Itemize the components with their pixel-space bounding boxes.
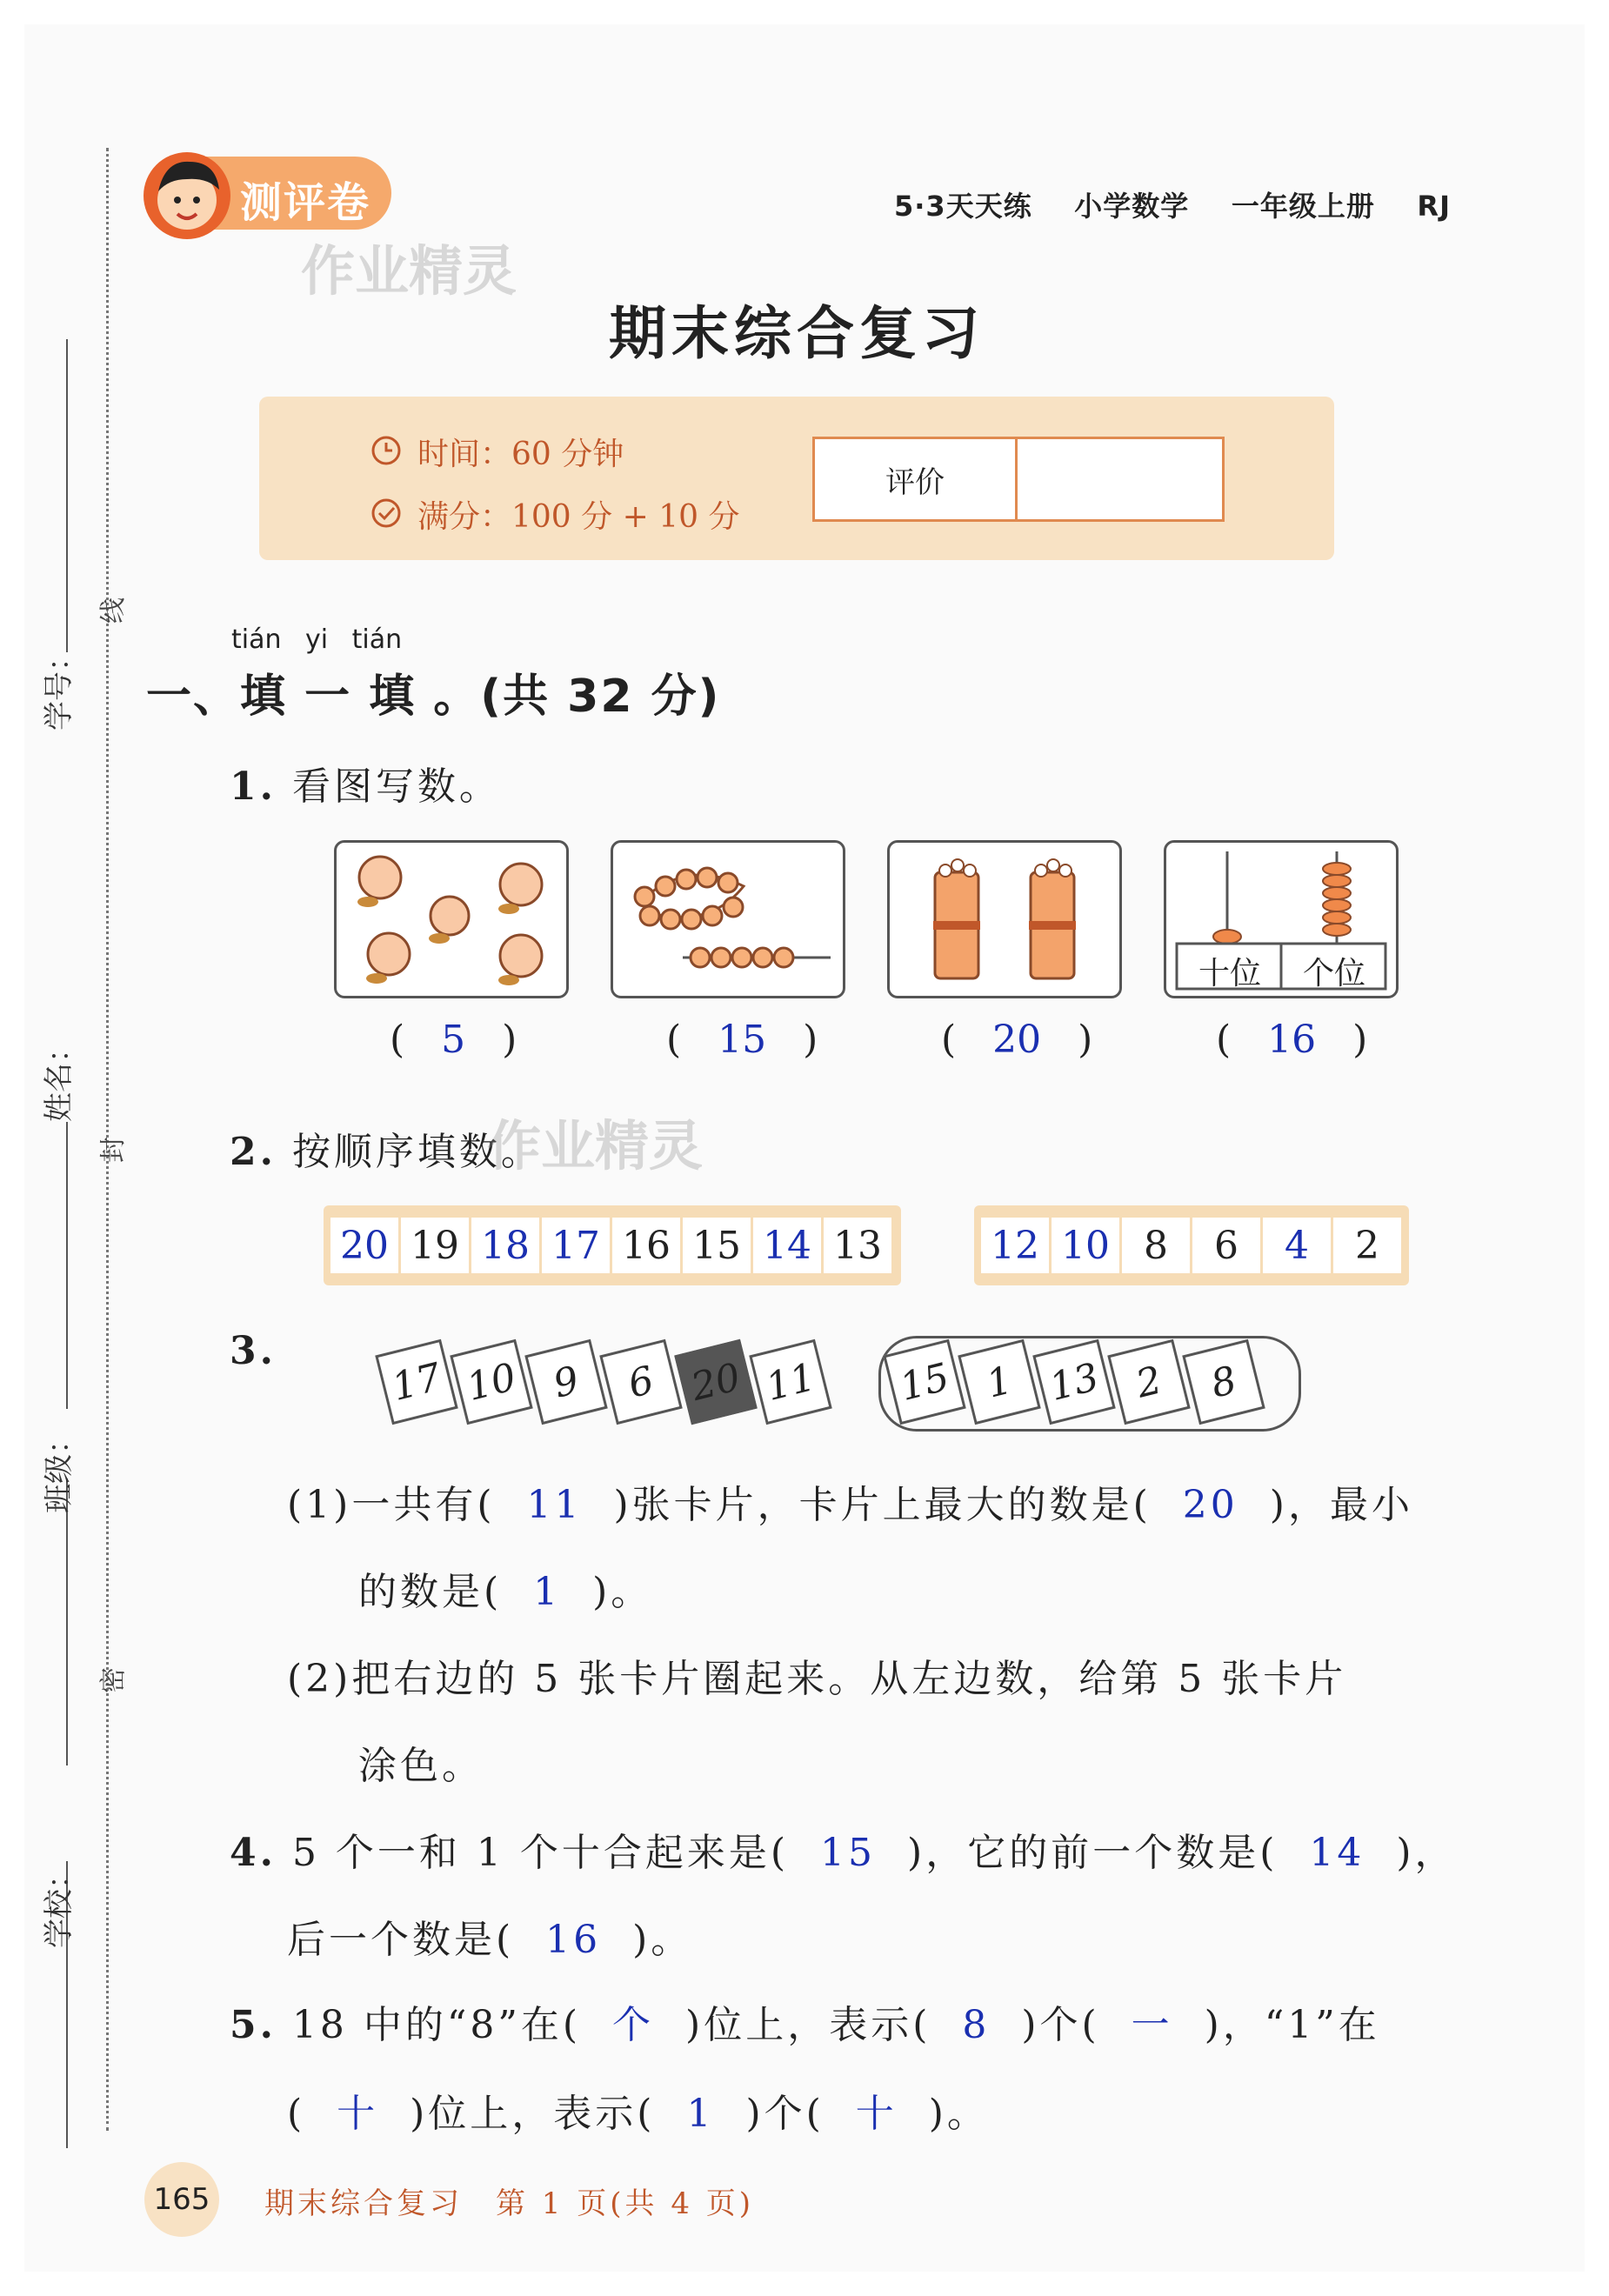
q3-p1-text: )。 — [592, 1570, 653, 1614]
q1-answer-value[interactable]: 15 — [718, 1018, 767, 1062]
badge-label: 测评卷 — [240, 178, 371, 227]
stick-bundles-icon — [890, 843, 1119, 996]
grade: 一年级上册 — [1231, 190, 1375, 223]
class-underline — [66, 1478, 68, 1765]
q5-answer-count2[interactable]: 1 — [686, 2092, 715, 2136]
name-underline — [66, 1122, 68, 1409]
evaluation-label: 评价 — [815, 439, 1018, 519]
peach-icons — [337, 843, 566, 996]
abacus-tens-label: 十位 — [1198, 956, 1261, 991]
q5-answer-unit2[interactable]: 十 — [855, 2092, 898, 2136]
q5-text: 18 中的“8”在( — [291, 2003, 582, 2047]
number-card: 1 — [958, 1339, 1041, 1425]
strip1-cell[interactable]: 17 — [542, 1218, 610, 1273]
q4-text: )。 — [632, 1918, 693, 1962]
q5-answer-count[interactable]: 8 — [962, 2003, 991, 2047]
q4-text: )， — [1396, 1831, 1457, 1875]
full-score: 满分：100 分 + 10 分 — [417, 499, 740, 535]
strip2-cell[interactable]: 12 — [981, 1218, 1049, 1273]
abacus-picture — [1164, 840, 1399, 998]
mascot-icon — [139, 148, 235, 244]
strip2-cell[interactable]: 10 — [1052, 1218, 1119, 1273]
school-label: 学校： — [42, 1859, 77, 1948]
number-card: 11 — [749, 1339, 832, 1425]
strip1-cell[interactable]: 20 — [330, 1218, 398, 1273]
q1-answer-3: ( 20 ) — [941, 1018, 1093, 1062]
class-label: 班级： — [42, 1425, 77, 1513]
evaluation-box — [812, 437, 1225, 522]
strip2-cell[interactable]: 4 — [1263, 1218, 1331, 1273]
q3-part1-line2 — [358, 1560, 652, 1616]
q3-answer-min[interactable]: 1 — [533, 1570, 562, 1614]
q1-prompt — [230, 755, 501, 811]
q5-number: 5. — [230, 2003, 277, 2047]
number-card: 6 — [599, 1339, 683, 1425]
q4-text: 5 个一和 1 个十合起来是( — [291, 1831, 790, 1875]
q3-p1-text: 的数是( — [358, 1570, 503, 1614]
q1-answer-value[interactable]: 16 — [1267, 1018, 1317, 1062]
id-label: 学号： — [42, 642, 77, 731]
q1-answer-value[interactable]: 20 — [992, 1018, 1042, 1062]
number-strip-1 — [324, 1205, 901, 1285]
q5-text: )个( — [1021, 2003, 1100, 2047]
strip1-cell: 15 — [683, 1218, 751, 1273]
footer-text: 期末综合复习 第 1 页(共 4 页) — [264, 2186, 755, 2221]
number-card: 8 — [1182, 1339, 1265, 1425]
q2-number: 2. — [230, 1130, 277, 1174]
watermark: 作业精灵 — [487, 1114, 704, 1178]
q1-answer-2: ( 15 ) — [666, 1018, 818, 1062]
watermark: 作业精灵 — [301, 239, 517, 303]
evaluation-field[interactable] — [1020, 439, 1217, 519]
binding-mark-close: 密 — [98, 1667, 129, 1693]
sticks-picture — [887, 840, 1122, 998]
page-title: 期末综合复习 — [609, 299, 985, 367]
strip1-cell: 19 — [401, 1218, 469, 1273]
number-card: 13 — [1032, 1339, 1116, 1425]
number-card: 17 — [375, 1339, 458, 1425]
number-card: 10 — [450, 1339, 533, 1425]
q4-answer-next[interactable]: 16 — [545, 1918, 602, 1962]
peaches-picture — [334, 840, 569, 998]
number-card: 2 — [1107, 1339, 1191, 1425]
q1-number: 1. — [230, 764, 277, 809]
edition: RJ — [1417, 190, 1451, 223]
q1-answer-value[interactable]: 5 — [441, 1018, 466, 1062]
subject: 小学数学 — [1074, 190, 1190, 223]
q1-text: 看图写数。 — [291, 764, 501, 809]
q5-text: )个( — [745, 2092, 825, 2136]
abacus-ones-label: 个位 — [1302, 956, 1365, 991]
number-strip-2 — [974, 1205, 1409, 1285]
q5-answer-place[interactable]: 个 — [612, 2003, 655, 2047]
strip1-cell[interactable]: 18 — [471, 1218, 539, 1273]
series-header — [894, 184, 1451, 224]
q3-answer-max[interactable]: 20 — [1182, 1483, 1238, 1527]
q5-text: )位上，表示( — [410, 2092, 656, 2136]
strip1-cell: 16 — [612, 1218, 680, 1273]
strip1-cell: 13 — [824, 1218, 891, 1273]
q5-text: )，“1”在 — [1204, 2003, 1380, 2047]
strip2-cell: 2 — [1333, 1218, 1401, 1273]
name-label: 姓名： — [42, 1033, 77, 1122]
q2-text: 按顺序填数。 — [291, 1130, 543, 1174]
q1-answer-1: ( 5 ) — [390, 1018, 517, 1062]
q4-text: )，它的前一个数是( — [907, 1831, 1279, 1875]
q3-p1-text: (1)一共有( — [287, 1483, 496, 1527]
number-card: 9 — [524, 1339, 608, 1425]
q5-text: )位上，表示( — [685, 2003, 931, 2047]
binding-mark-seal: 封 — [98, 1137, 129, 1163]
number-card-shaded: 20 — [674, 1339, 758, 1425]
q3-p1-text: )，最小 — [1269, 1483, 1413, 1527]
q1-answer-4: ( 16 ) — [1216, 1018, 1368, 1062]
q5-answer-place2[interactable]: 十 — [337, 2092, 379, 2136]
time-limit: 时间：60 分钟 — [417, 437, 624, 472]
page-number: 165 — [144, 2162, 219, 2237]
q5-line2 — [287, 2082, 989, 2138]
q5-text: ( — [287, 2092, 306, 2136]
q4-answer-prev[interactable]: 14 — [1309, 1831, 1365, 1875]
binding-mark-line: 线 — [98, 597, 129, 624]
q3-part2-line1: (2)把右边的 5 张卡片圈起来。从左边数，给第 5 张卡片 — [287, 1657, 1347, 1701]
q3-part1-line1 — [287, 1473, 1413, 1529]
q3-number — [230, 1329, 277, 1373]
number-card: 15 — [883, 1339, 966, 1425]
q4-number: 4. — [230, 1831, 277, 1875]
q5-line1 — [230, 1993, 1380, 2049]
q4-text: 后一个数是( — [287, 1918, 515, 1962]
bead-string-icon — [613, 843, 843, 996]
section-pinyin: tián yi tián — [231, 624, 403, 655]
check-circle-icon — [371, 497, 402, 529]
id-underline — [66, 339, 68, 652]
q3-part2-line2: 涂色。 — [358, 1744, 484, 1788]
q3-answer-count[interactable]: 11 — [526, 1483, 583, 1527]
q3-p1-text: )张卡片，卡片上最大的数是( — [613, 1483, 1152, 1527]
clock-icon — [371, 435, 402, 466]
strip2-cell: 6 — [1192, 1218, 1260, 1273]
q3-number-text: 3. — [230, 1329, 277, 1373]
strip1-cell[interactable]: 14 — [753, 1218, 821, 1273]
strip2-cell: 8 — [1122, 1218, 1190, 1273]
q5-answer-unit[interactable]: 一 — [1131, 2003, 1173, 2047]
series-name: 5·3天天练 — [894, 190, 1032, 223]
q4-line1 — [230, 1821, 1457, 1877]
beads-picture — [611, 840, 845, 998]
q5-text: )。 — [928, 2092, 989, 2136]
section-title: 一、填 一 填 。(共 32 分) — [146, 671, 721, 723]
q4-line2 — [287, 1908, 692, 1964]
q4-answer-sum[interactable]: 15 — [820, 1831, 877, 1875]
